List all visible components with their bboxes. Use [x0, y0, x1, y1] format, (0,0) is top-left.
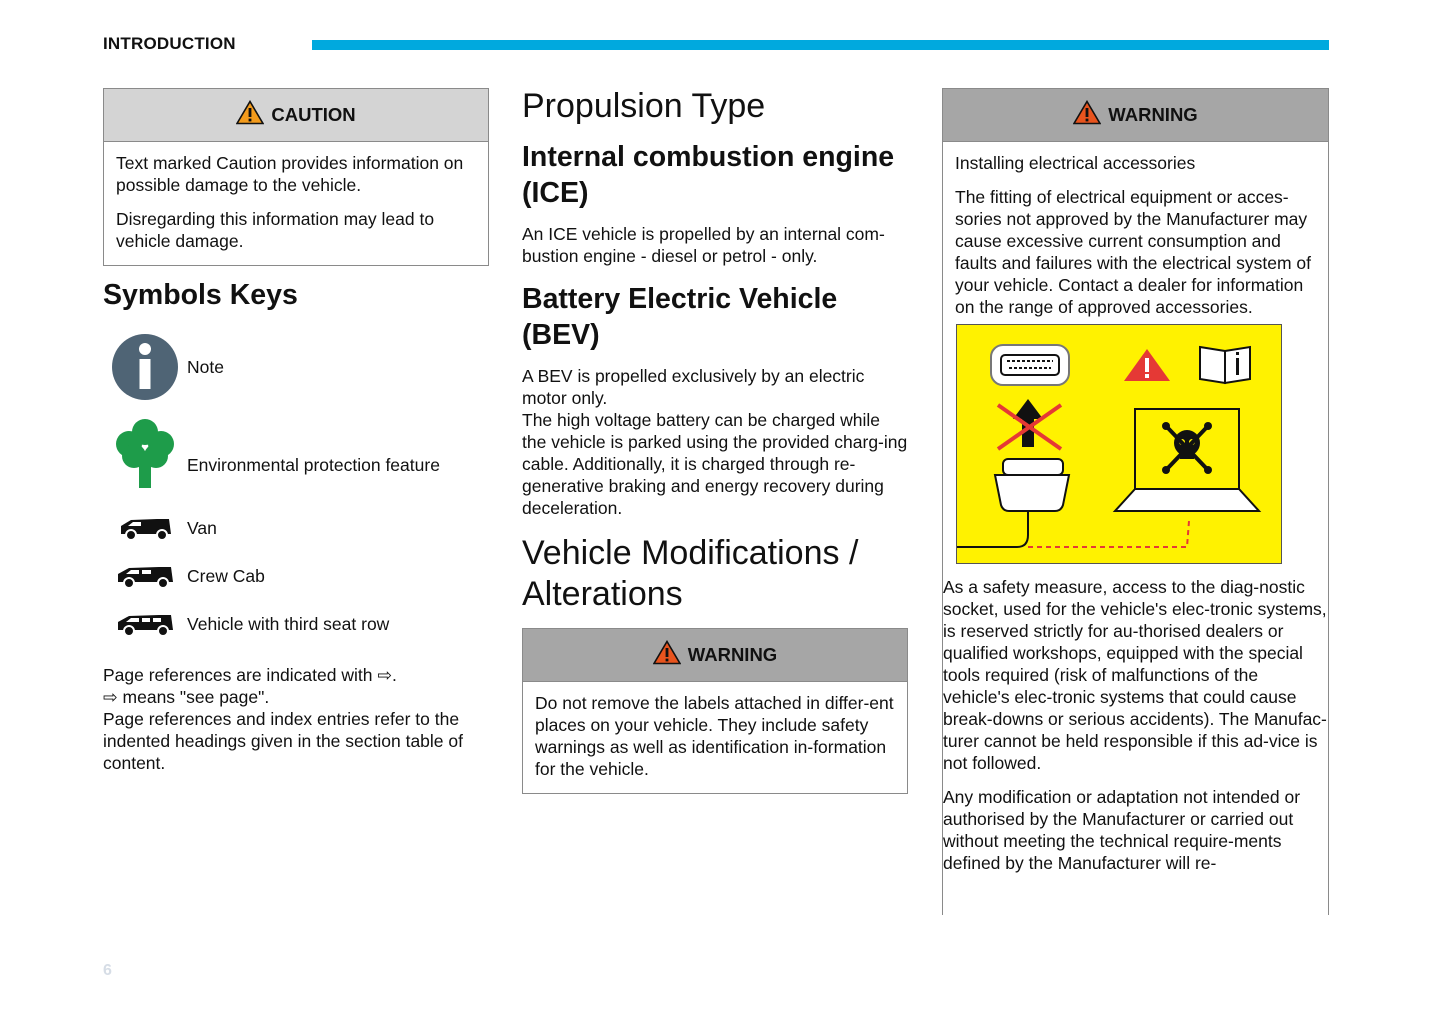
diagnostic-connector-icon	[991, 345, 1069, 385]
van-icon	[103, 515, 187, 541]
caution-box	[103, 88, 489, 266]
warning-box-header	[523, 629, 907, 682]
warning-text: Do not remove the labels attached in differ-ent places on your vehicle. They include safety warnings as well as identification in-formation for the vehicle.	[535, 693, 894, 779]
symbol-item	[103, 406, 489, 502]
symbol-label: Environmental protection feature	[187, 454, 440, 475]
warning-label: WARNING	[687, 644, 778, 665]
caution-text: Text marked Caution provides information on possible damage to the vehicle.	[116, 153, 464, 195]
warning-triangle-icon	[236, 100, 264, 130]
caution-box-body	[104, 142, 488, 264]
manual-book-icon	[1200, 347, 1250, 383]
page-number: 6	[103, 962, 112, 979]
column-middle	[522, 86, 908, 794]
symbol-item	[103, 332, 489, 402]
caution-text: Disregarding this information may lead to vehicle damage.	[116, 209, 435, 251]
note-line: ⇨ means "see page".	[103, 687, 270, 707]
page-reference-note	[103, 664, 489, 774]
note-line: Page references are indicated with ⇨.	[103, 665, 397, 685]
plug-icon	[957, 459, 1069, 547]
warning-triangle-icon	[1073, 100, 1101, 130]
danger-triangle-icon	[1124, 349, 1170, 381]
symbol-item	[103, 604, 489, 644]
bev-text: A BEV is propelled exclusively by an electric motor only.	[522, 366, 865, 408]
symbol-item	[103, 508, 489, 548]
symbol-label: Van	[187, 517, 217, 538]
warning-label: WARNING	[1108, 104, 1198, 125]
electrical-warning-box	[942, 88, 1329, 915]
modifications-warning-box	[522, 628, 908, 794]
note-line: Page references and index entries refer to the indented headings given in the section table of content.	[103, 709, 463, 773]
column-left	[103, 88, 489, 774]
symbols-heading: Symbols Keys	[103, 279, 298, 311]
symbol-label: Note	[187, 356, 224, 377]
tree-icon	[103, 418, 187, 490]
caution-box-header	[104, 89, 488, 142]
warning-box-body-continued	[943, 576, 1328, 874]
propulsion-heading: Propulsion Type	[522, 87, 766, 125]
bev-text: The high voltage battery can be charged while the vehicle is parked using the provided charg-ing cable. Additionally, it is charged through re-generative braking and energy recovery during deceleration.	[522, 410, 908, 518]
header-accent-bar	[312, 40, 1329, 50]
bev-heading: Battery Electric Vehicle (BEV)	[522, 283, 838, 351]
warning-box-header	[943, 89, 1328, 142]
crew-cab-icon	[103, 563, 187, 589]
ice-text: An ICE vehicle is propelled by an internal com-bustion engine - diesel or petrol - only.	[522, 224, 885, 266]
laptop-skull-icon	[1115, 409, 1259, 511]
symbols-list	[103, 332, 489, 644]
modifications-heading: Vehicle Modifications / Alterations	[522, 534, 859, 613]
symbol-label: Crew Cab	[187, 565, 265, 586]
warning-box-body	[943, 142, 1328, 318]
warning-box-body	[523, 682, 907, 792]
warning-text: The fitting of electrical equipment or acces-sories not approved by the Manufacturer may cause excessive current consumption and faults and failures with the electrical system of your vehicle. Contact a dealer for information on the range of approved accessories.	[955, 187, 1311, 317]
third-row-vehicle-icon	[103, 611, 187, 637]
section-title: INTRODUCTION	[103, 34, 236, 53]
caution-label: CAUTION	[271, 104, 356, 125]
ice-heading: Internal combustion engine (ICE)	[522, 141, 895, 209]
warning-text: As a safety measure, access to the diag-nostic socket, used for the vehicle's elec-tronic systems, is reserved strictly for au-thorised dealers or qualified workshops, equipped with the special tools required (risk of malfunctions of the vehicle's elec-tronic systems that could cause break-downs or serious accidents). The Manufac-turer cannot be held responsible if this ad-vice is not followed.	[943, 577, 1327, 773]
diagnostic-socket-warning-label	[956, 324, 1282, 564]
symbol-item	[103, 556, 489, 596]
warning-subtitle: Installing electrical accessories	[955, 153, 1196, 173]
no-connect-arrow-icon	[998, 399, 1061, 449]
info-icon	[103, 333, 187, 401]
warning-text: Any modification or adaptation not intended or authorised by the Manufacturer or carried out without meeting the technical require-ments defined by the Manufacturer will re-	[943, 787, 1301, 873]
symbol-label: Vehicle with third seat row	[187, 613, 390, 634]
warning-triangle-icon	[653, 640, 681, 670]
